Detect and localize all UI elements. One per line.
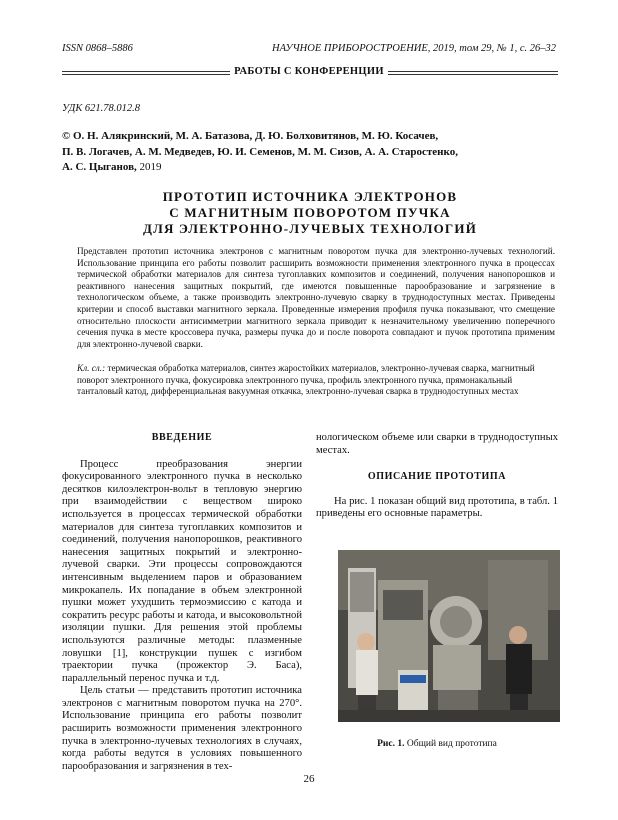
prototype-paragraph-1: На рис. 1 показан общий вид прототипа, в табл. 1 приведены его основные параметры. (316, 495, 558, 520)
article-title: ПРОТОТИП ИСТОЧНИКА ЭЛЕКТРОНОВ С МАГНИТНЫМ ПОВОРОТОМ ПУЧКА ДЛЯ ЭЛЕКТРОННО-ЛУЧЕВЫХ ТЕХНОЛОГИЙ (142, 189, 478, 236)
prototype-photo (338, 550, 560, 722)
authors-line-1: © О. Н. Алякринский, М. А. Батазова, Д. Ю. Болховитянов, М. Ю. Косачев, (62, 130, 439, 142)
keywords-text: термическая обработка материалов, синтез жаростойких материалов, электронно-лучевая сварка, магнитный поворот электронного пучка, фокусировка электронного пучка, профиль электронного пучка, прямонакальный танталовый катод, дифференциальная вакуумная откачка, электронно-лучевая сварка в труднодоступных местах (77, 363, 535, 397)
prototype-heading: ОПИСАНИЕ ПРОТОТИПА (367, 471, 507, 483)
authors-line-3: А. С. Цыганов, 2019 (62, 161, 162, 173)
keywords-label: Кл. сл.: (77, 363, 106, 373)
section-label: РАБОТЫ С КОНФЕРЕНЦИИ (0, 66, 618, 77)
prototype-photo-illustration (338, 550, 560, 722)
udk-code: УДК 621.78.012.8 (62, 103, 141, 114)
left-column (62, 432, 302, 773)
page-number: 26 (303, 773, 315, 785)
intro-paragraph-1: Процесс преобразования энергии фокусированного электронного пучка в несколько десятков килоэлектрон-вольт в тепловую энергию при взаимодействии с веществом широко используется в процессах термической обработки материалов для синтеза тугоплавких композитов и соединений, получения нанопорошков, реактивного нанесения защитных покрытий и электронно-лучевой сварки. Эти процессы сопровождаются интенсивным выделением паров и образованием микрокапель. Их попадание в объем электронной пушки может ухудшить термоэмиссию с катода и сократить ресурс работы и катода, и высоковольтной изоляции пушки. Для решения этой проблемы используются различные методы: плазменные ловушки [1], конструкции пушек с изгибом траектории пучка (прожектор Э. Баса), параллельный перенос пучка и т.д. (62, 458, 302, 684)
abstract: Представлен прототип источника электронов с магнитным поворотом пучка для электронно-лучевых технологий. Использование принципа его работы позволит расширить возможности применения электронного пучка в процессах термической обработки материалов для синтеза тугоплавких композитов и соединений, получения нанопорошков и реактивного нанесения защитных покрытий, где имеются повышенные парообразование и загрязнение в технологическом объеме, а также производить электронно-лучевую сварку в труднодоступных местах. Приведены критерии и способ выставки магнитного зеркала. Проведенные измерения профиля пучка показывают, что смещение относительно плоскости антисимметрии магнитного зеркала приводит к незначительному увеличению поперечного сечения пучка в месте кроссовера пучка, размеры пучка до и после поворота совпадают и пучок прототипа применим для электронно-лучевой сварки. (77, 246, 555, 349)
journal-citation: НАУЧНОЕ ПРИБОРОСТРОЕНИЕ, 2019, том 29, № 1, c. 26–32 (272, 43, 556, 54)
intro-heading: ВВЕДЕНИЕ (151, 432, 213, 443)
copyright-year: 2019 (136, 161, 162, 173)
keywords (77, 363, 555, 398)
intro-paragraph-2: Цель статьи — представить прототип источника электронов с магнитным поворотом пучка на 270°. Использование принципа его работы позволит расширить возможности применения электронного пучка в электронно-лучевых технологиях в случаях, когда работы ведутся в условиях повышенного парообразования и загрязнения в тех- (62, 685, 302, 772)
authors-line-2: П. В. Логачев, А. М. Медведев, Ю. И. Семенов, М. М. Сизов, А. А. Старостенко, (62, 145, 458, 158)
continuation-paragraph: нологическом объеме или сварки в труднодоступных местах. (316, 432, 558, 456)
right-column (316, 432, 558, 521)
authors (62, 129, 558, 176)
figure-caption: Рис. 1. Общий вид прототипа (377, 739, 497, 749)
figure-label: Рис. 1. (377, 739, 405, 749)
issn: ISSN 0868–5886 (62, 43, 133, 54)
